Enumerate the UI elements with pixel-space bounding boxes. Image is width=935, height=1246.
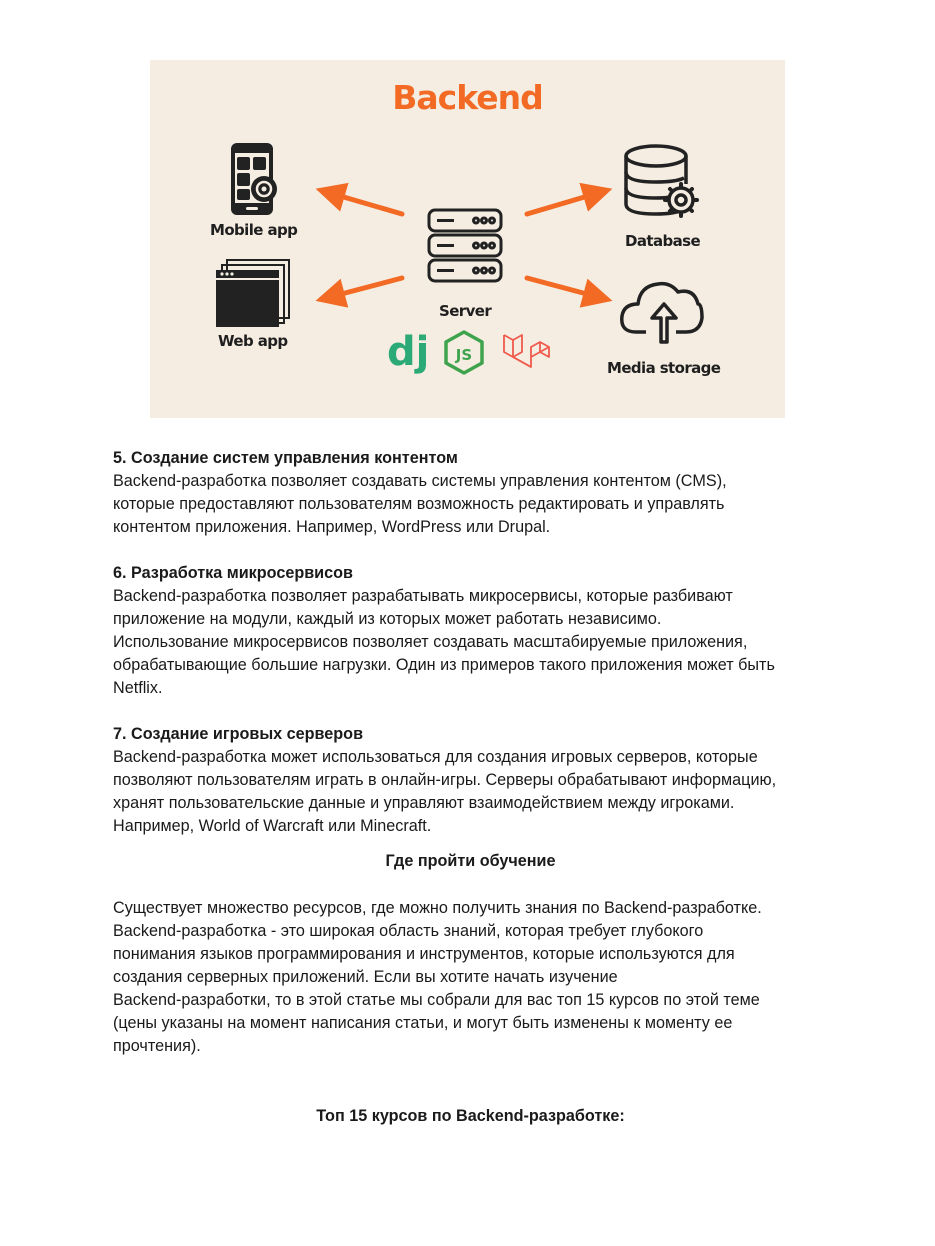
web-app-label: Web app [218, 332, 288, 350]
section-line: Backend-разработка может использоваться для создания игровых серверов, которые [113, 748, 758, 766]
learn-line: Backend-разработка - это широкая область знаний, которая требует глубокого [113, 922, 704, 940]
web-app-icon [216, 260, 289, 327]
learn-line: прочтения). [113, 1037, 201, 1055]
section-line: Использование микросервисов позволяет создавать масштабируемые приложения, [113, 633, 748, 651]
nodejs-logo-text: JS [455, 346, 473, 364]
article-body [113, 447, 828, 1128]
section-line: Например, World of Warcraft или Minecraft. [113, 817, 432, 835]
laravel-logo-icon [504, 335, 549, 367]
section-line: Backend-разработка позволяет создавать системы управления контентом (CMS), [113, 472, 727, 490]
arrow-to-database [527, 193, 598, 214]
learn-line: Существует множество ресурсов, где можно получить знания по Backend-разработке. [113, 899, 762, 917]
section-heading: 6. Разработка микросервисов [113, 564, 353, 582]
media-storage-label: Media storage [607, 359, 721, 377]
cloud-upload-icon [622, 284, 702, 342]
section-line: приложение на модули, каждый из которых может работать независимо. [113, 610, 662, 628]
database-icon [626, 146, 697, 216]
learn-line: (цены указаны на момент написания статьи, и могут быть изменены к моменту ее [113, 1014, 733, 1032]
section-line: Backend-разработка позволяет разрабатывать микросервисы, которые разбивают [113, 587, 733, 605]
mobile-app-label: Mobile app [210, 221, 298, 239]
diagram-title: Backend [392, 78, 543, 117]
top-courses-heading: Топ 15 курсов по Backend-разработке: [316, 1107, 625, 1125]
section-line: позволяют пользователям играть в онлайн-игры. Серверы обрабатывают информацию, [113, 771, 777, 789]
section-heading: 7. Создание игровых серверов [113, 725, 364, 743]
section-line: обрабатывающие большие нагрузки. Один из примеров такого приложения может быть [113, 656, 775, 674]
section-line: которые предоставляют пользователям возможность редактировать и управлять [113, 495, 725, 513]
section-line: хранят пользовательские данные и управляют взаимодействием между игроками. [113, 794, 735, 812]
nodejs-logo-icon [446, 332, 482, 373]
server-icon [429, 210, 501, 281]
mobile-app-icon [231, 143, 277, 215]
database-label: Database [625, 232, 701, 250]
server-label: Server [439, 302, 492, 320]
django-logo-icon: dj [387, 329, 430, 375]
section-line: Netflix. [113, 679, 163, 697]
section-heading: 5. Создание систем управления контентом [113, 449, 458, 467]
arrow-to-mobile [330, 193, 402, 214]
backend-diagram [150, 60, 785, 418]
learn-line: понимания языков программирования и инструментов, которые используются для [113, 945, 735, 963]
arrow-to-media [527, 278, 598, 297]
learn-line: Backend-разработки, то в этой статье мы собрали для вас топ 15 курсов по этой теме [113, 991, 760, 1009]
learn-heading: Где пройти обучение [385, 852, 556, 870]
learn-line: создания серверных приложений. Если вы хотите начать изучение [113, 968, 618, 986]
section-line: контентом приложения. Например, WordPress или Drupal. [113, 518, 551, 536]
arrow-to-web [330, 278, 402, 297]
